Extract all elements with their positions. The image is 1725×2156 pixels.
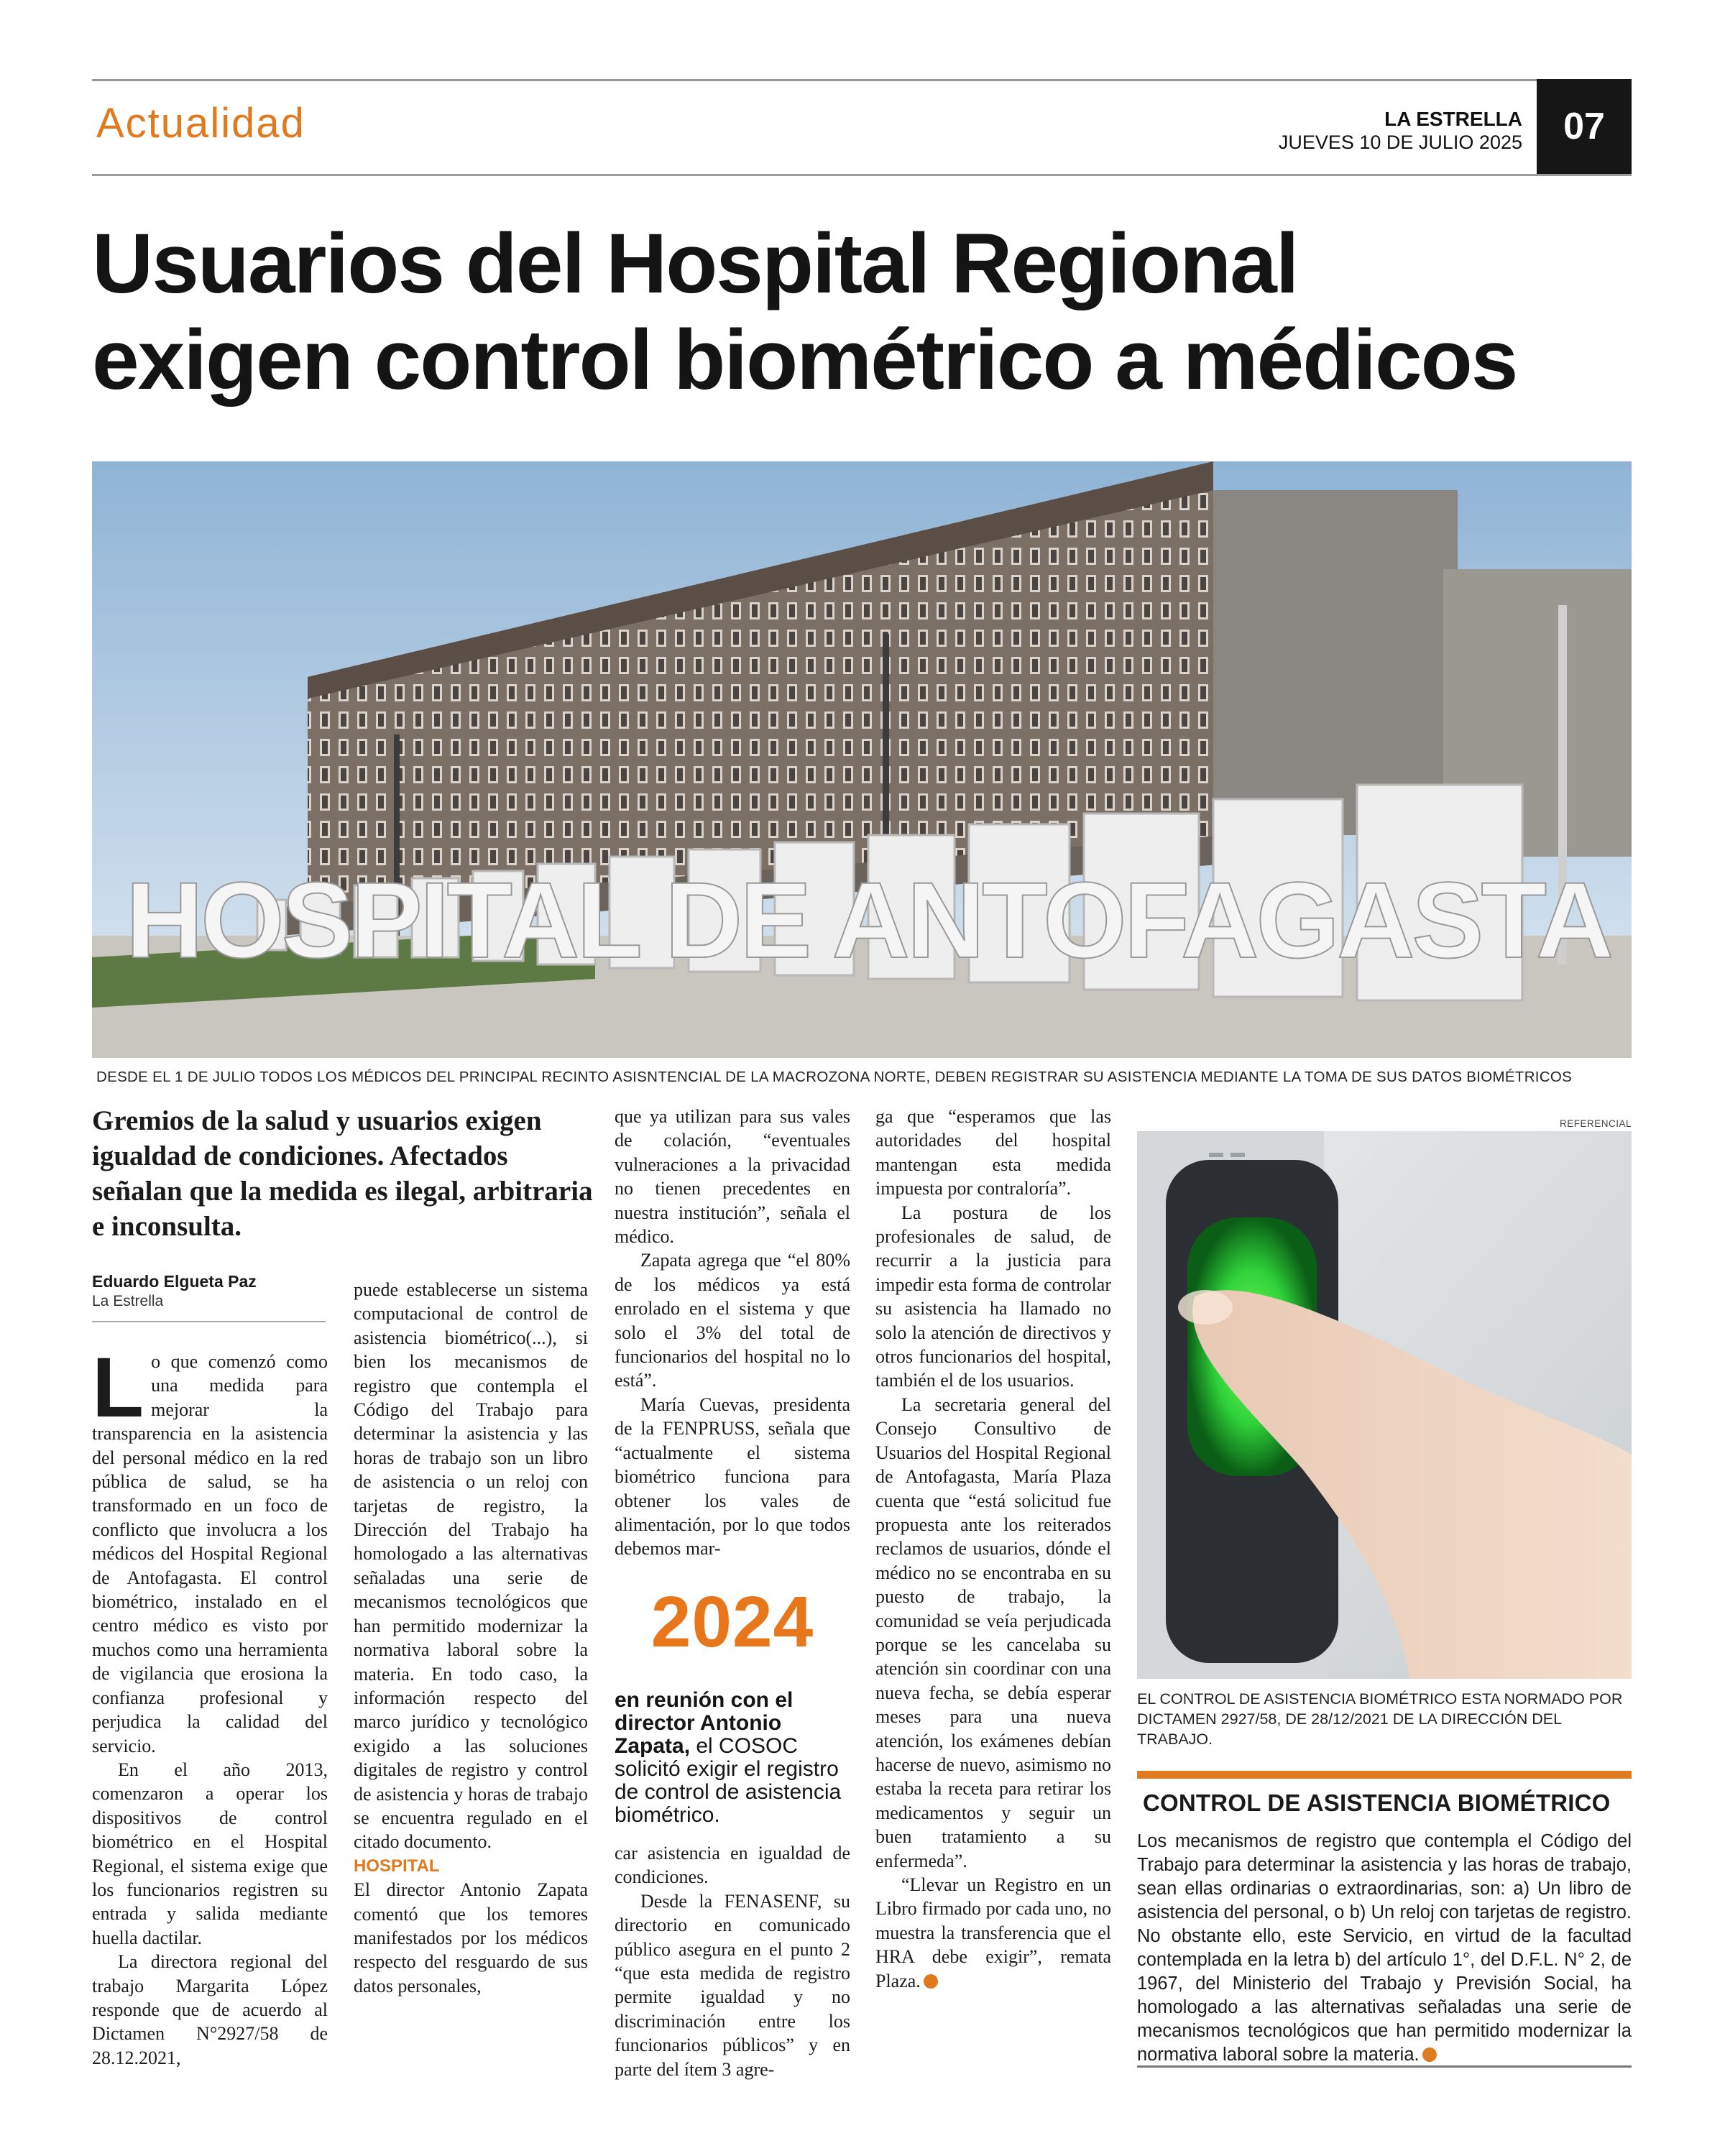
article-column-3-top	[615, 1105, 850, 1561]
article-column-2	[354, 1278, 588, 1998]
page-number: 07	[1537, 79, 1632, 174]
byline-rule	[92, 1321, 326, 1322]
article-paragraph: La secretaria general del Consejo Consultivo de Usuarios del Hospital Regional de Antofagasta, María Plaza cuenta que “está solicitud fue propuesta ante los reiterados reclamos de usuarios, dónde el médico no se encontraba en su puesto de trabajo, la comunidad se veía perjudicada porque se les cancelaba su atención sin coordinar con una nueva fecha, se debía esperar meses para una nueva atención, los exámenes debían hacerse de nuevo, asimismo no estaba la receta para retirar los medicamentos y seguir un buen tratamiento a su enfermeda”.	[875, 1393, 1111, 1871]
article-column-3-bottom	[615, 1841, 850, 2081]
article-paragraph: El director Antonio Zapata comentó que los temores manifestados por los médicos respecto del resguardo de sus datos personales,	[354, 1879, 588, 1996]
hospital-photo	[92, 461, 1632, 1058]
article-paragraph	[875, 1873, 1111, 1993]
sidebar-bottom-rule	[1137, 2065, 1632, 2068]
article-paragraph: Desde la FENASENF, su directorio en comunicado público asegura en el punto 2 “que esta medida de registro permite igualdad y no discriminación entre los funcionarios públicos” y en parte del ítem 3 agre-	[615, 1890, 850, 2080]
article-paragraph: puede establecerse un sistema computacional de control de asistencia biométrico(...), si bien los mecanismos de registro que contempla el Código del Trabajo para determinar la asistencia y las horas de trabajo son un libro de asistencia o un reloj con tarjetas de registro, la Dirección del Trabajo ha homologado a las alternativas señaladas una serie de mecanismos tecnológicos que han permitido modernizar la normativa laboral sobre la materia. En todo caso, la información respecto del marco jurídico y tecnológico exigido a las soluciones digitales de registro y control de asistencia y horas de trabajo se encuentra regulado en el citado documento.	[354, 1279, 588, 1853]
sidebar-text: Los mecanismos de registro que contempla el Código del Trabajo para determinar la asistencia y las horas de trabajo, sean ellas ordinarias o extraordinarias, son: a) Un libro de asistencia del personal, o b) Un reloj con tarjetas de registro. No obstante ello, este Servicio, en virtud de la facultad contemplada en la letra b) del artículo 1°, del D.F.L. N° 2, de 1967, del Ministerio del Trabajo y Previsión Social, ha homologado a las alternativas señaladas una serie de mecanismos tecnológicos que han permitido modernizar la normativa laboral sobre la materia.	[1137, 1831, 1632, 2065]
fingerprint-scanner-photo	[1137, 1131, 1632, 1679]
sidebar-title: CONTROL DE ASISTENCIA BIOMÉTRICO	[1143, 1789, 1611, 1816]
side-photo-caption: EL CONTROL DE ASISTENCIA BIOMÉTRICO ESTA NORMADO POR DICTAMEN 2927/58, DE 28/12/2021 DE LA DIRECCIÓN DEL TRABAJO.	[1137, 1690, 1623, 1748]
article-paragraph: En el año 2013, comenzaron a operar los dispositivos de control biométrico en el Hospital Regional, el sistema exige que los funcionarios registren su entrada y salida mediante huella dactilar.	[92, 1759, 328, 1948]
pull-quote-bold: en reunión con el director Antonio Zapata,	[615, 1688, 794, 1758]
headline-line-2: exigen control biométrico a médicos	[92, 313, 1517, 407]
pull-quote-text	[615, 1689, 850, 1827]
sidebar-accent-bar	[1137, 1771, 1632, 1779]
headline	[92, 216, 1637, 408]
pull-quote-number: 2024	[650, 1582, 814, 1662]
article-paragraph: que ya utilizan para sus vales de colación, “eventuales vulneraciones a la privacidad no tienen precedentes en nuestra institución”, señala el médico.	[615, 1106, 850, 1248]
newspaper-name: LA ESTRELLA	[1384, 108, 1522, 130]
hospital-sign-text: HOSPITAL DE ANTOFAGASTA	[125, 860, 1611, 980]
subhead: HOSPITAL	[354, 1856, 440, 1876]
article-paragraph: Zapata agrega que “el 80% de los médicos ya está enrolado en el sistema y que solo el 3% del total de funcionarios del hospital no lo está”.	[615, 1250, 850, 1391]
photo-caption: DESDE EL 1 DE JULIO TODOS LOS MÉDICOS DEL PRINCIPAL RECINTO ASISNTENCIAL DE LA MACROZONA NORTE, DEBEN REGISTRAR SU ASISTENCIA MEDIANTE LA TOMA DE SUS DATOS BIOMÉTRICOS	[96, 1069, 1573, 1085]
article-column-1	[92, 1340, 328, 2070]
drop-cap: L	[92, 1340, 144, 1435]
header-bottom-rule	[92, 174, 1632, 176]
article-paragraph: La postura de los profesionales de salud, de recurrir a la justicia para impedir esta forma de controlar su asistencia ha llamado no solo la atención de directivos y otros funcionarios del hospital, también el de los usuarios.	[875, 1202, 1111, 1391]
header-top-rule	[92, 79, 1632, 81]
article-paragraph	[92, 1340, 328, 1758]
paragraph-text: “Llevar un Registro en un Libro firmado por cada uno, no muestra la transferencia que el HRA debe exigir”, remata Plaza.	[875, 1874, 1111, 1991]
article-column-4	[875, 1105, 1111, 1993]
byline-organization: La Estrella	[92, 1293, 164, 1309]
issue-date: JUEVES 10 DE JULIO 2025	[1278, 132, 1522, 153]
article-paragraph: María Cuevas, presidenta de la FENPRUSS, señala que “actualmente el sistema biométrico funciona para obtener los vales de alimentación, por lo que todos debemos mar-	[615, 1393, 850, 1560]
pull-quote-rest: el COSOC solicitó exigir el registro de control de asistencia biométrico.	[615, 1734, 842, 1827]
byline-author: Eduardo Elgueta Paz	[92, 1272, 257, 1291]
lede: Gremios de la salud y usuarios exigen igualdad de condiciones. Afectados señalan que la medida es ilegal, arbitraria e inconsulta.	[92, 1105, 593, 1242]
sidebar-body	[1137, 1830, 1632, 2067]
photo-credit: REFERENCIAL	[1560, 1118, 1632, 1129]
end-mark-icon	[1422, 2047, 1437, 2062]
paragraph-text: o que comenzó como una medida para mejorar la transparencia en la asistencia del personal médico en la red pública de salud, se ha transformado en un foco de conflicto que involucra a los médicos del Hospital Regional de Antofagasta. El control biométrico, instalado en el centro médico es visto por muchos como una herramienta de vigilancia que erosiona la confianza profesional y perjudica la calidad del servicio.	[92, 1351, 328, 1756]
end-mark-icon	[924, 1974, 938, 1989]
headline-line-1: Usuarios del Hospital Regional	[92, 216, 1298, 311]
masthead	[1279, 108, 1522, 154]
article-paragraph: ga que “esperamos que las autoridades del hospital mantengan esta medida impuesta por contraloría”.	[875, 1106, 1111, 1199]
article-paragraph: La directora regional del trabajo Margarita López responde que de acuerdo al Dictamen N°2927/58 de 28.12.2021,	[92, 1951, 328, 2068]
section-label: Actualidad	[96, 100, 305, 147]
article-paragraph: car asistencia en igualdad de condiciones.	[615, 1843, 850, 1888]
